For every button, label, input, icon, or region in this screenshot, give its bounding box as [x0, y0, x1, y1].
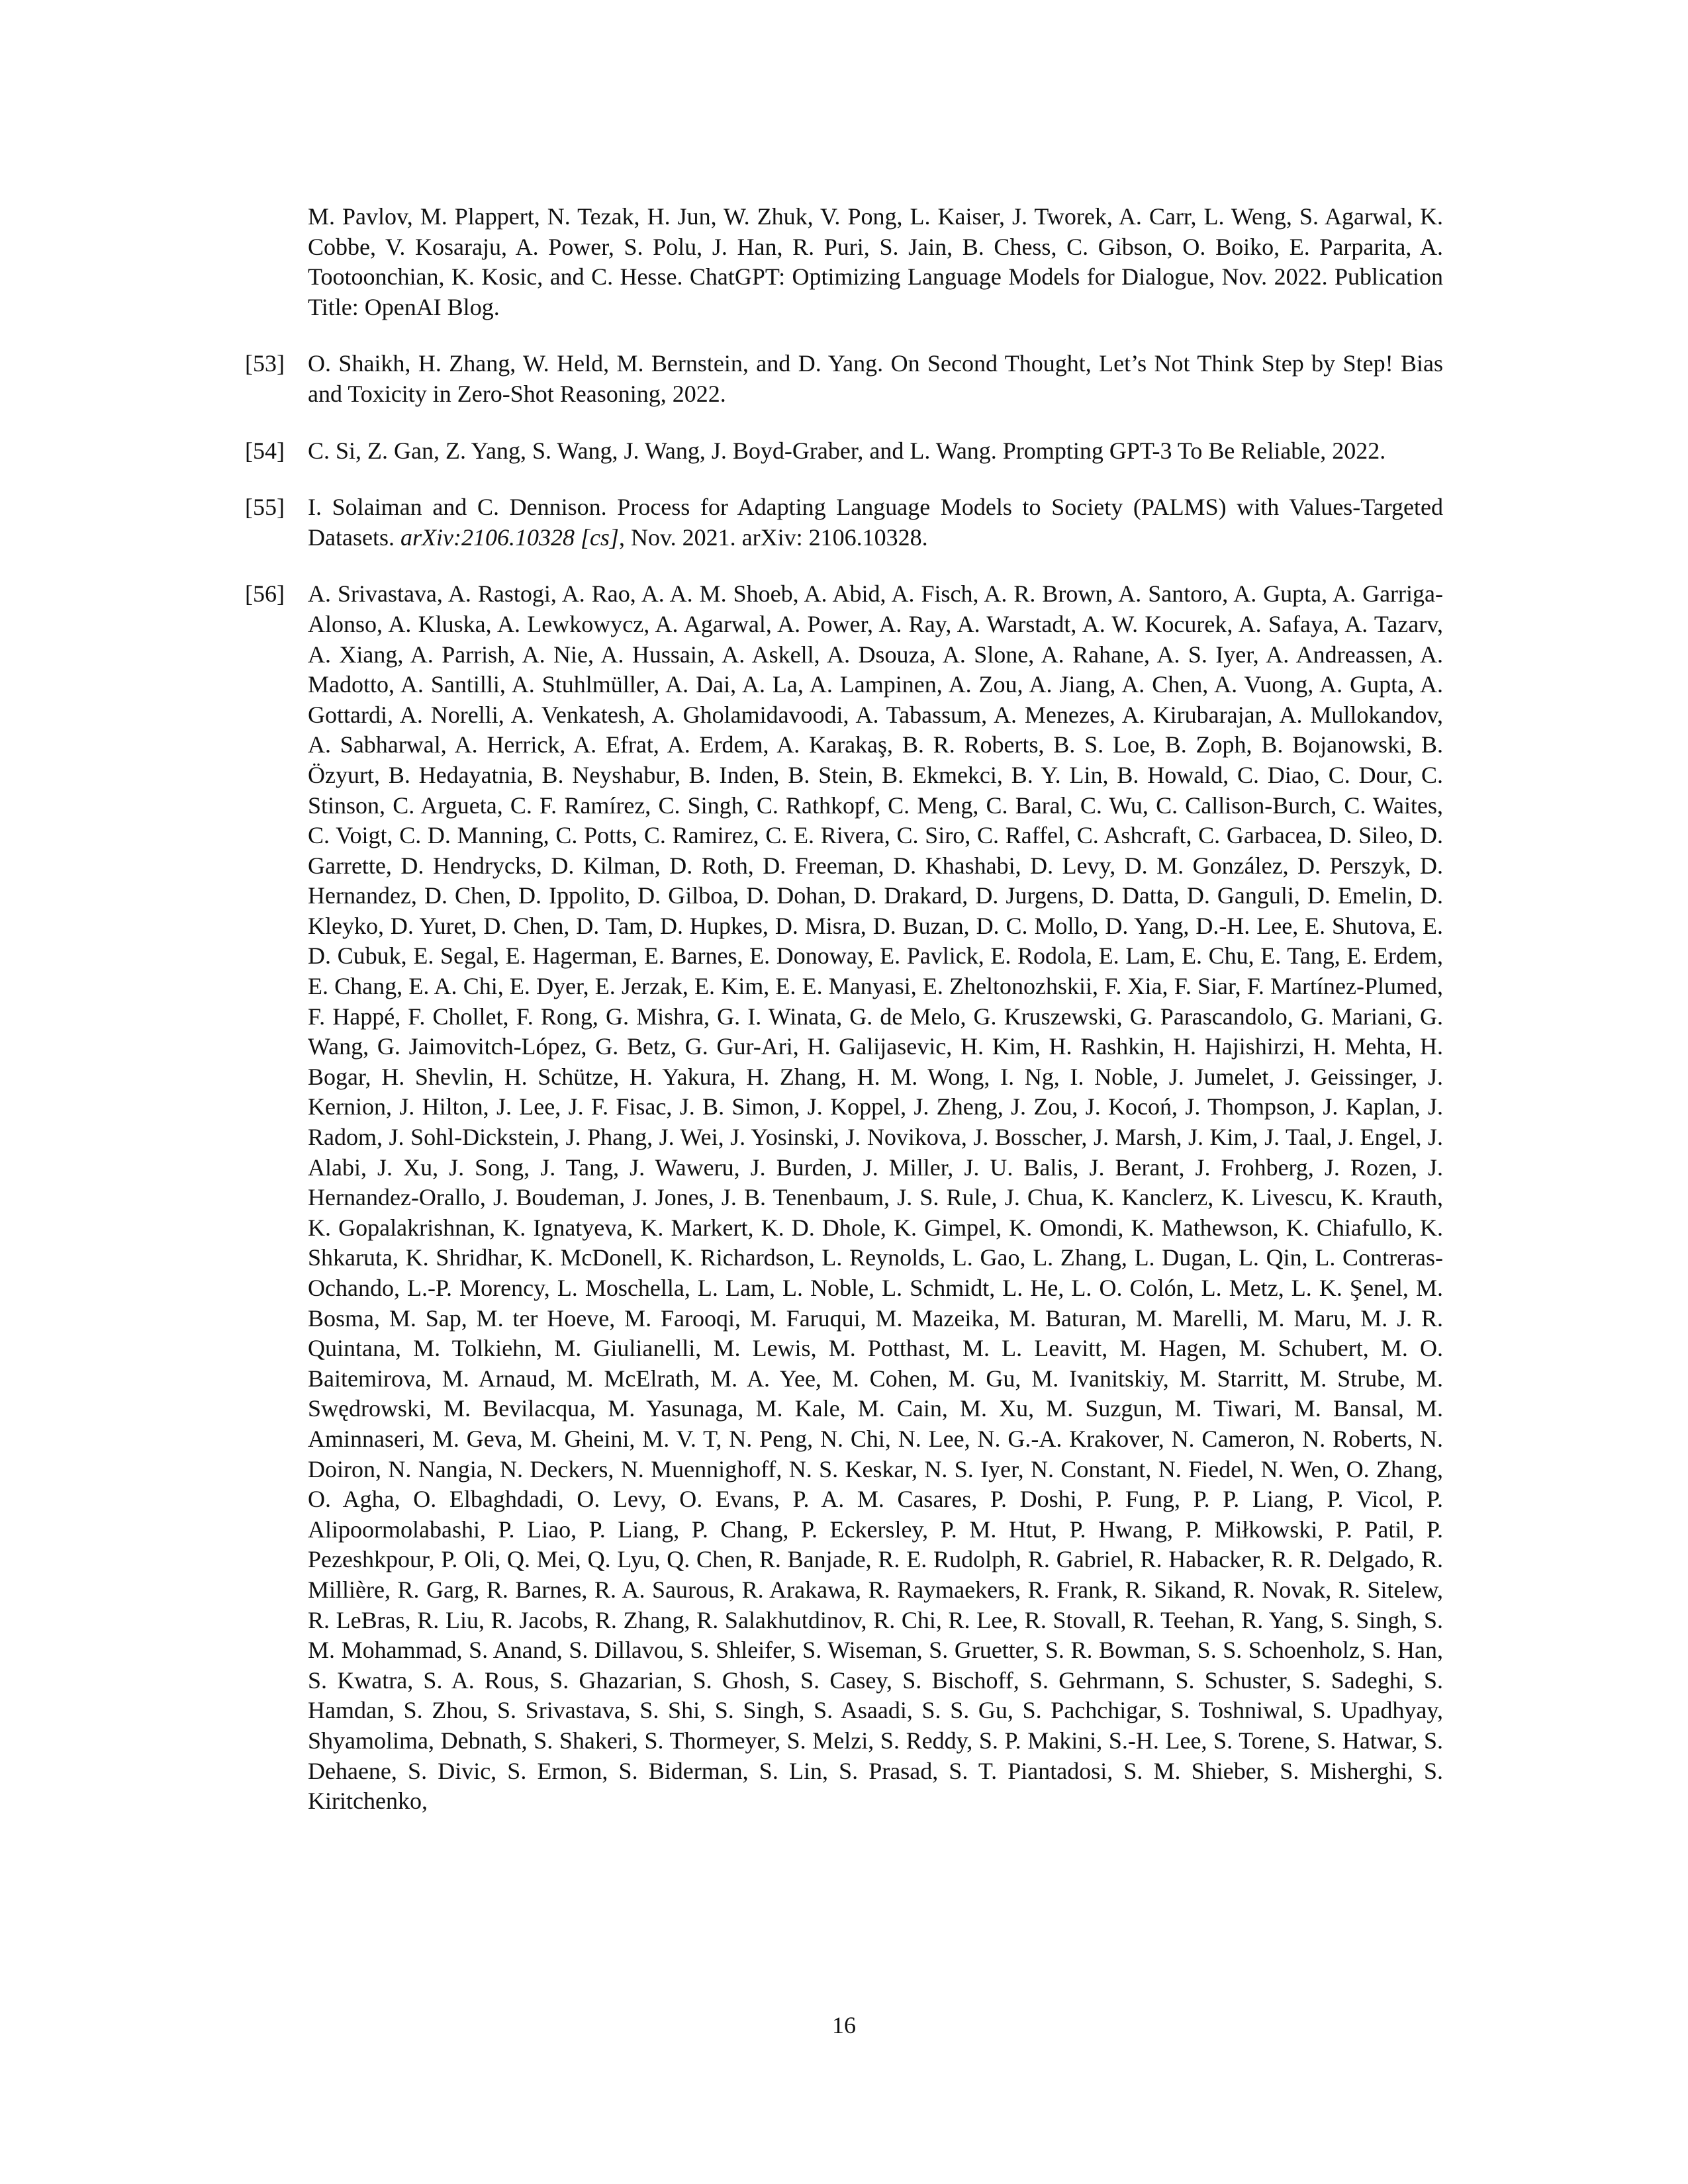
reference-venue: arXiv:2106.10328 [cs]: [400, 523, 619, 551]
reference-number: [55]: [245, 494, 285, 521]
reference-text: O. Shaikh, H. Zhang, W. Held, M. Bernstein, and D. Yang. On Second Thought, Let’s Not Think Step by Step! Bias and Toxicity in Zero-Shot Reasoning, 2022.: [308, 350, 1443, 407]
page-number: 16: [832, 2012, 856, 2038]
reference-text-after: , Nov. 2021. arXiv: 2106.10328.: [618, 523, 928, 551]
reference-entry-54: [245, 436, 1443, 467]
reference-entry-55: [245, 492, 1443, 553]
reference-entry-53: [245, 349, 1443, 409]
reference-text-before: I. Solaiman and C. Dennison. Process for Adapting Language Models to Society (PALMS) with Values-Targeted Datasets.: [308, 494, 1443, 551]
reference-number: [54]: [245, 437, 285, 464]
reference-text: [308, 492, 1443, 553]
reference-number: [53]: [245, 350, 285, 377]
reference-entry-52-continued: [245, 202, 1443, 322]
reference-text: C. Si, Z. Gan, Z. Yang, S. Wang, J. Wang, J. Boyd-Graber, and L. Wang. Prompting GPT-3 To Be Reliable, 2022.: [308, 437, 1386, 464]
reference-list: [245, 202, 1443, 1843]
reference-text: A. Srivastava, A. Rastogi, A. Rao, A. A. M. Shoeb, A. Abid, A. Fisch, A. R. Brown, A. Santoro, A. Gupta, A. Garriga-Alonso, A. Kluska, A. Lewkowycz, A. Agarwal, A. Power, A. Ray, A. Warstadt, A. W. Kocurek, A. Safaya, A. Tazarv, A. Xiang, A. Parrish, A. Nie, A. Hussain, A. Askell, A. Dsouza, A. Slone, A. Rahane, A. S. Iyer, A. Andreassen, A. Madotto, A. Santilli, A. Stuhlmüller, A. Dai, A. La, A. Lampinen, A. Zou, A. Jiang, A. Chen, A. Vuong, A. Gupta, A. Gottardi, A. Norelli, A. Venkatesh, A. Gholamidavoodi, A. Tabassum, A. Menezes, A. Kirubarajan, A. Mullokandov, A. Sabharwal, A. Herrick, A. Efrat, A. Erdem, A. Karakaş, B. R. Roberts, B. S. Loe, B. Zoph, B. Bojanowski, B. Özyurt, B. Hedayatnia, B. Neyshabur, B. Inden, B. Stein, B. Ekmekci, B. Y. Lin, B. Howald, C. Diao, C. Dour, C. Stinson, C. Argueta, C. F. Ramírez, C. Singh, C. Rathkopf, C. Meng, C. Baral, C. Wu, C. Callison-Burch, C. Waites, C. Voigt, C. D. Manning, C. Potts, C. Ramirez, C. E. Rivera, C. Siro, C. Raffel, C. Ashcraft, C. Garbacea, D. Sileo, D. Garrette, D. Hendrycks, D. Kilman, D. Roth, D. Freeman, D. Khashabi, D. Levy, D. M. González, D. Perszyk, D. Hernandez, D. Chen, D. Ippolito, D. Gilboa, D. Dohan, D. Drakard, D. Jurgens, D. Datta, D. Ganguli, D. Emelin, D. Kleyko, D. Yuret, D. Chen, D. Tam, D. Hupkes, D. Misra, D. Buzan, D. C. Mollo, D. Yang, D.-H. Lee, E. Shutova, E. D. Cubuk, E. Segal, E. Hagerman, E. Barnes, E. Donoway, E. Pavlick, E. Rodola, E. Lam, E. Chu, E. Tang, E. Erdem, E. Chang, E. A. Chi, E. Dyer, E. Jerzak, E. Kim, E. E. Manyasi, E. Zheltonozhskii, F. Xia, F. Siar, F. Martínez-Plumed, F. Happé, F. Chollet, F. Rong, G. Mishra, G. I. Winata, G. de Melo, G. Kruszewski, G. Parascandolo, G. Mariani, G. Wang, G. Jaimovitch-López, G. Betz, G. Gur-Ari, H. Galijasevic, H. Kim, H. Rashkin, H. Hajishirzi, H. Mehta, H. Bogar, H. Shevlin, H. Schütze, H. Yakura, H. Zhang, H. M. Wong, I. Ng, I. Noble, J. Jumelet, J. Geissinger, J. Kernion, J. Hilton, J. Lee, J. F. Fisac, J. B. Simon, J. Koppel, J. Zheng, J. Zou, J. Kocoń, J. Thompson, J. Kaplan, J. Radom, J. Sohl-Dickstein, J. Phang, J. Wei, J. Yosinski, J. Novikova, J. Bosscher, J. Marsh, J. Kim, J. Taal, J. Engel, J. Alabi, J. Xu, J. Song, J. Tang, J. Waweru, J. Burden, J. Miller, J. U. Balis, J. Berant, J. Frohberg, J. Rozen, J. Hernandez-Orallo, J. Boudeman, J. Jones, J. B. Tenenbaum, J. S. Rule, J. Chua, K. Kanclerz, K. Livescu, K. Krauth, K. Gopalakrishnan, K. Ignatyeva, K. Markert, K. D. Dhole, K. Gimpel, K. Omondi, K. Mathewson, K. Chiafullo, K. Shkaruta, K. Shridhar, K. McDonell, K. Richardson, L. Reynolds, L. Gao, L. Zhang, L. Dugan, L. Qin, L. Contreras-Ochando, L.-P. Morency, L. Moschella, L. Lam, L. Noble, L. Schmidt, L. He, L. O. Colón, L. Metz, L. K. Şenel, M. Bosma, M. Sap, M. ter Hoeve, M. Farooqi, M. Faruqui, M. Mazeika, M. Baturan, M. Marelli, M. Maru, M. J. R. Quintana, M. Tolkiehn, M. Giulianelli, M. Lewis, M. Potthast, M. L. Leavitt, M. Hagen, M. Schubert, M. O. Baitemirova, M. Arnaud, M. McElrath, M. A. Yee, M. Cohen, M. Gu, M. Ivanitskiy, M. Starritt, M. Strube, M. Swędrowski, M. Bevilacqua, M. Yasunaga, M. Kale, M. Cain, M. Xu, M. Suzgun, M. Tiwari, M. Bansal, M. Aminnaseri, M. Geva, M. Gheini, M. V. T, N. Peng, N. Chi, N. Lee, N. G.-A. Krakover, N. Cameron, N. Roberts, N. Doiron, N. Nangia, N. Deckers, N. Muennighoff, N. S. Keskar, N. S. Iyer, N. Constant, N. Fiedel, N. Wen, O. Zhang, O. Agha, O. Elbaghdadi, O. Levy, O. Evans, P. A. M. Casares, P. Doshi, P. Fung, P. P. Liang, P. Vicol, P. Alipoormolabashi, P. Liao, P. Liang, P. Chang, P. Eckersley, P. M. Htut, P. Hwang, P. Miłkowski, P. Patil, P. Pezeshkpour, P. Oli, Q. Mei, Q. Lyu, Q. Chen, R. Banjade, R. E. Rudolph, R. Gabriel, R. Habacker, R. R. Delgado, R. Millière, R. Garg, R. Barnes, R. A. Saurous, R. Arakawa, R. Raymaekers, R. Frank, R. Sikand, R. Novak, R. Sitelew, R. LeBras, R. Liu, R. Jacobs, R. Zhang, R. Salakhutdinov, R. Chi, R. Lee, R. Stovall, R. Teehan, R. Yang, S. Singh, S. M. Mohammad, S. Anand, S. Dillavou, S. Shleifer, S. Wiseman, S. Gruetter, S. R. Bowman, S. S. Schoenholz, S. Han, S. Kwatra, S. A. Rous, S. Ghazarian, S. Ghosh, S. Casey, S. Bischoff, S. Gehrmann, S. Schuster, S. Sadeghi, S. Hamdan, S. Zhou, S. Srivastava, S. Shi, S. Singh, S. Asaadi, S. S. Gu, S. Pachchigar, S. Toshniwal, S. Upadhyay, Shyamolima, Debnath, S. Shakeri, S. Thormeyer, S. Melzi, S. Reddy, S. P. Makini, S.-H. Lee, S. Torene, S. Hatwar, S. Dehaene, S. Divic, S. Ermon, S. Biderman, S. Lin, S. Prasad, S. T. Piantadosi, S. M. Shieber, S. Misherghi, S. Kiritchenko,: [308, 580, 1443, 1815]
reference-number: [56]: [245, 580, 285, 608]
reference-entry-56: [245, 579, 1443, 1816]
reference-text: M. Pavlov, M. Plappert, N. Tezak, H. Jun, W. Zhuk, V. Pong, L. Kaiser, J. Tworek, A. Carr, L. Weng, S. Agarwal, K. Cobbe, V. Kosaraju, A. Power, S. Polu, J. Han, R. Puri, S. Jain, B. Chess, C. Gibson, O. Boiko, E. Parparita, A. Tootoonchian, K. Kosic, and C. Hesse. ChatGPT: Optimizing Language Models for Dialogue, Nov. 2022. Publication Title: OpenAI Blog.: [308, 203, 1443, 320]
